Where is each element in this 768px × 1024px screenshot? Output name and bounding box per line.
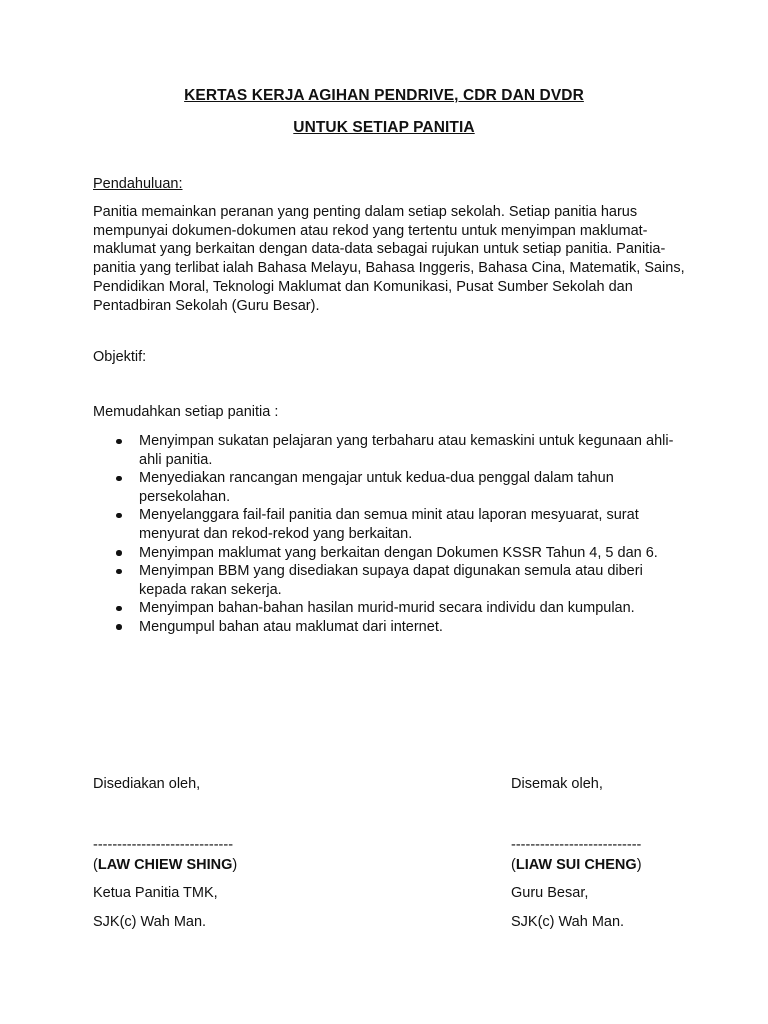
intro-paragraph: Panitia memainkan peranan yang penting dalam setiap sekolah. Setiap panitia harus mempunyai dokumen-dokumen atau rekod yang tertentu untuk menyimpan maklumat-maklumat yang berkaitan dengan data-data sebagai rujukan untuk setiap panitia. Panitia-panitia yang terlibat ialah Bahasa Melayu, Bahasa Inggeris, Bahasa Cina, Matematik, Sains, Pendidikan Moral, Teknologi Maklumat dan Komunikasi, Pusat Sumber Sekolah dan Pentadbiran Sekolah (Guru Besar). — [93, 204, 685, 314]
list-item — [93, 599, 693, 618]
objective-list — [93, 432, 693, 637]
reviewer-name: LIAW SUI CHENG — [515, 857, 637, 873]
list-item-text: Menyimpan sukatan pelajaran yang terbaharu atau kemaskini untuk kegunaan ahli-ahli panitia. — [139, 433, 674, 468]
list-item-text: Menyimpan BBM yang disediakan supaya dapat digunakan semula atau diberi kepada rakan sekerja. — [139, 563, 643, 598]
list-item — [93, 544, 693, 563]
bullet-icon — [116, 550, 122, 556]
list-item — [93, 562, 693, 599]
reviewer-school: SJK(c) Wah Man. — [511, 914, 625, 930]
bullet-icon — [116, 513, 122, 519]
document-subtitle: UNTUK SETIAP PANITIA — [293, 119, 475, 136]
reviewed-by-label: Disemak oleh, — [511, 776, 603, 792]
list-item — [93, 469, 693, 506]
list-item-text: Menyimpan maklumat yang berkaitan dengan Dokumen KSSR Tahun 4, 5 dan 6. — [139, 544, 658, 561]
close-paren: ) — [636, 857, 642, 873]
list-item — [93, 618, 693, 637]
list-item-text: Menyimpan bahan-bahan hasilan murid-murid secara individu dan kumpulan. — [139, 600, 635, 617]
list-item — [93, 432, 693, 469]
signatory-name-left — [93, 857, 237, 873]
list-item-text: Mengumpul bahan atau maklumat dari internet. — [139, 618, 443, 635]
bullet-icon — [116, 439, 122, 445]
signature-line-right: --------------------------- — [511, 837, 642, 853]
signature-line-left: ----------------------------- — [93, 837, 234, 853]
bullet-icon — [116, 606, 122, 612]
prepared-by-label: Disediakan oleh, — [93, 776, 201, 792]
bullet-icon — [116, 569, 122, 575]
signatory-name-right — [511, 857, 642, 873]
objective-heading: Objektif: — [93, 349, 147, 365]
bullet-icon — [116, 624, 122, 630]
open-paren: ( — [93, 857, 98, 873]
close-paren: ) — [232, 857, 238, 873]
preparer-name: LAW CHIEW SHING — [97, 857, 233, 873]
list-item-text: Menyelanggara fail-fail panitia dan semua minit atau laporan mesyuarat, surat menyurat dan rekod-rekod yang berkaitan. — [139, 507, 639, 542]
list-item — [93, 506, 693, 543]
objective-lead: Memudahkan setiap panitia : — [93, 404, 279, 420]
reviewer-role: Guru Besar, — [511, 885, 589, 901]
intro-heading: Pendahuluan: — [93, 176, 183, 192]
bullet-icon — [116, 476, 122, 482]
preparer-role: Ketua Panitia TMK, — [93, 885, 218, 901]
preparer-school: SJK(c) Wah Man. — [93, 914, 207, 930]
document-title: KERTAS KERJA AGIHAN PENDRIVE, CDR DAN DVDR — [184, 87, 584, 104]
list-item-text: Menyediakan rancangan mengajar untuk kedua-dua penggal dalam tahun persekolahan. — [139, 470, 614, 505]
open-paren: ( — [511, 857, 516, 873]
